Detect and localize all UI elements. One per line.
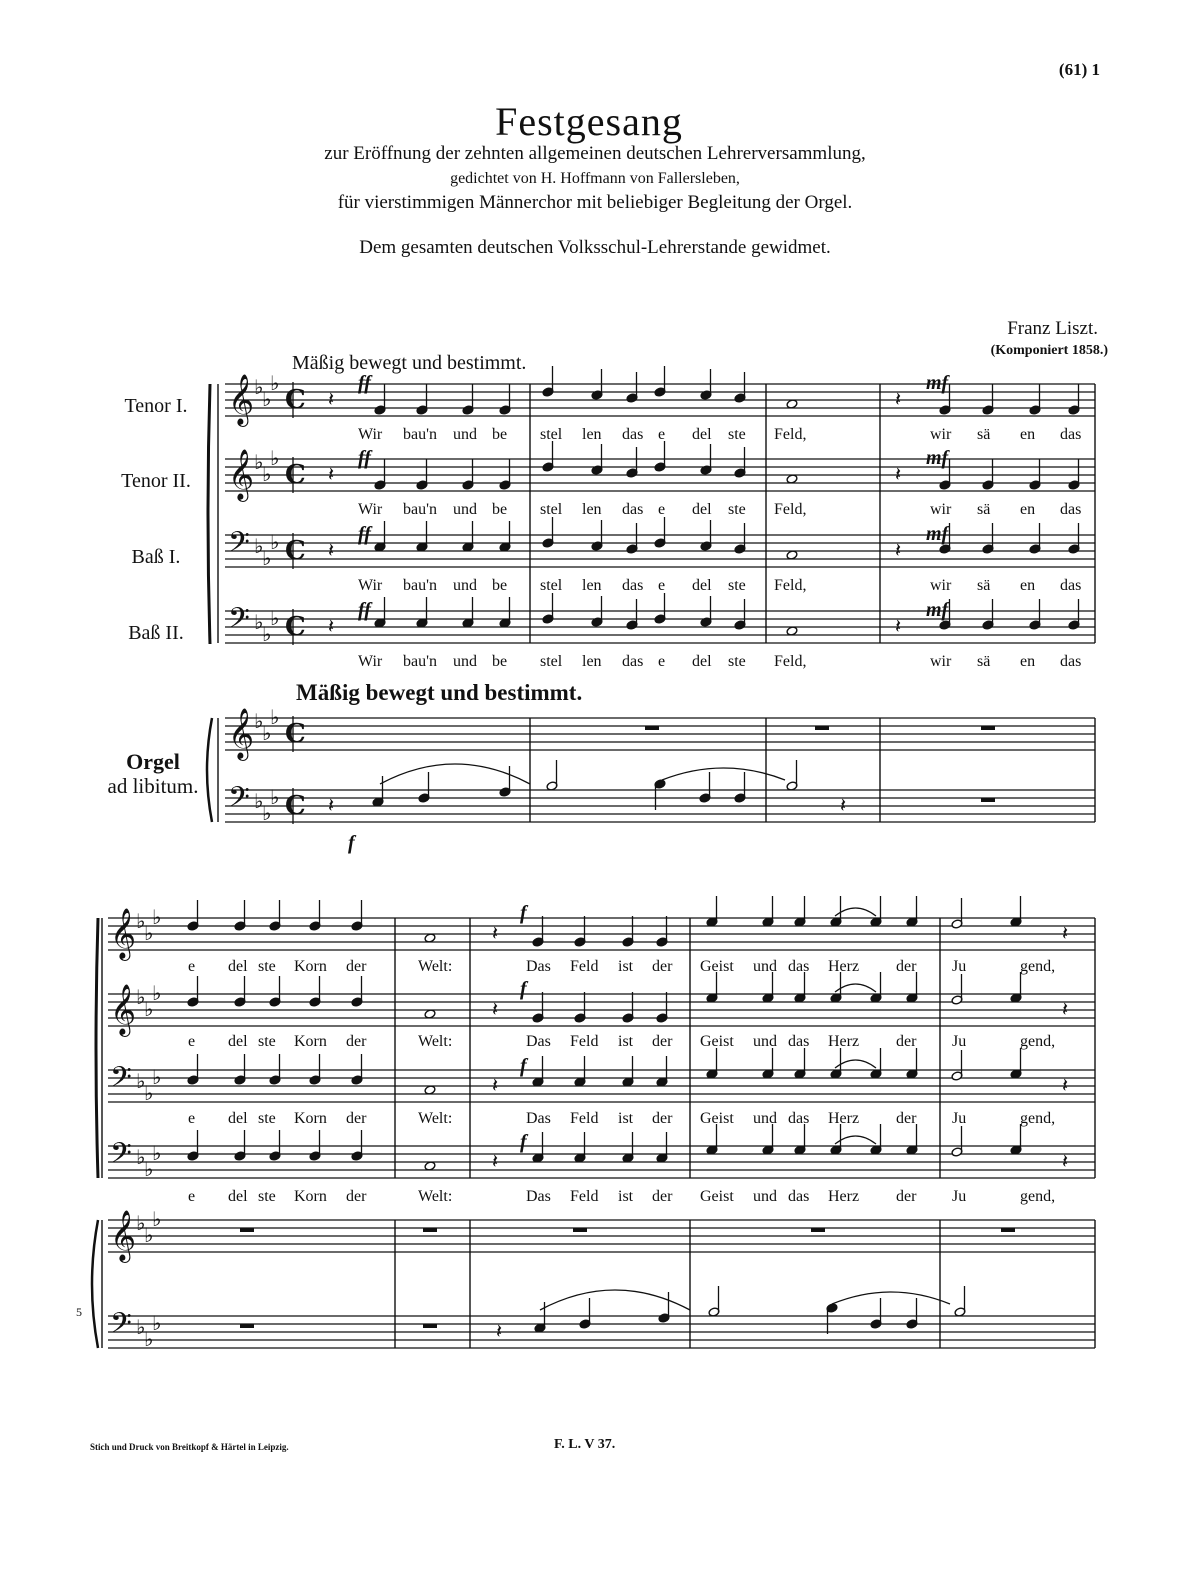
- dynamic-mf: mf: [926, 372, 949, 394]
- flat-icon: ♭: [144, 1223, 154, 1247]
- lyric-syllable: en: [1020, 426, 1036, 443]
- lyric-syllable: der: [896, 1110, 917, 1127]
- lyric-syllable: del: [228, 1033, 248, 1050]
- lyric-syllable: Welt:: [418, 1188, 453, 1205]
- lyric-syllable: Geist: [700, 1033, 734, 1050]
- lyric-syllable: ist: [618, 1110, 634, 1127]
- flat-icon: ♭: [270, 785, 280, 809]
- lyric-syllable: und: [753, 1033, 777, 1050]
- lyric-syllable: stel: [540, 653, 563, 670]
- lyric-syllable: e: [188, 1033, 196, 1050]
- lyric-syllable: Feld: [570, 958, 599, 975]
- rest-icon: 𝄽: [328, 614, 335, 638]
- subtitle-line-3: für vierstimmigen Männerchor mit beliebiger Begleitung der Orgel.: [337, 192, 853, 213]
- lyric-syllable: Korn: [294, 1188, 327, 1205]
- voice-label-bass-2: Baß II.: [128, 622, 184, 644]
- lyric-syllable: Das: [526, 958, 551, 975]
- common-time-icon: C: [285, 612, 306, 642]
- lyric-syllable: be: [492, 577, 508, 594]
- dynamic-ff: ff: [358, 447, 371, 469]
- lyric-syllable: e: [188, 1110, 196, 1127]
- organ-label-name: Orgel: [126, 749, 180, 774]
- lyric-syllable: del: [692, 577, 712, 594]
- lyric-syllable: stel: [540, 577, 563, 594]
- rest-icon: 𝄽: [895, 614, 902, 638]
- lyric-syllable: das: [622, 501, 644, 518]
- flat-icon: ♭: [262, 801, 272, 825]
- lyric-syllable: del: [228, 958, 248, 975]
- treble-clef-icon: 𝄞: [228, 708, 255, 759]
- dynamic-mf: mf: [926, 599, 949, 621]
- lyric-syllable: und: [753, 1188, 777, 1205]
- slur: [380, 764, 530, 784]
- lyric-syllable: Korn: [294, 1110, 327, 1127]
- common-time-icon: C: [285, 536, 306, 566]
- slur: [540, 1290, 690, 1310]
- bass-clef-icon: 𝄢: [228, 526, 250, 566]
- rest-icon: 𝄽: [895, 387, 902, 411]
- lyric-syllable: Korn: [294, 958, 327, 975]
- whole-rest-icon: [240, 1228, 254, 1232]
- lyric-syllable: del: [692, 501, 712, 518]
- voice-label-bass-1: Baß I.: [131, 546, 181, 568]
- rest-icon: 𝄽: [1062, 997, 1069, 1021]
- lyric-syllable: Das: [526, 1033, 551, 1050]
- lyric-syllable: und: [453, 426, 477, 443]
- bass-clef-icon: 𝄢: [110, 1137, 132, 1177]
- tempo-marking-organ: Mäßig bewegt und bestimmt.: [296, 680, 583, 705]
- lyric-syllable: das: [788, 1110, 810, 1127]
- lyric-syllable: Herz: [828, 958, 860, 975]
- treble-clef-icon: 𝄞: [110, 984, 137, 1035]
- rest-icon: 𝄽: [492, 1073, 499, 1097]
- lyric-syllable: sä: [977, 577, 991, 594]
- common-time-icon: C: [285, 791, 306, 821]
- lyric-syllable: Das: [526, 1110, 551, 1127]
- dynamic-f: f: [348, 832, 355, 854]
- treble-clef-icon: 𝄞: [110, 1210, 137, 1261]
- lyric-syllable: ste: [728, 426, 746, 443]
- flat-icon: ♭: [152, 1065, 162, 1089]
- lyric-syllable: be: [492, 426, 508, 443]
- flat-icon: ♭: [144, 997, 154, 1021]
- whole-rest-icon: [981, 726, 995, 730]
- treble-clef-icon: 𝄞: [228, 449, 255, 500]
- flat-icon: ♭: [270, 371, 280, 395]
- lyric-syllable: ist: [618, 958, 634, 975]
- flat-icon: ♭: [262, 462, 272, 486]
- flat-icon: ♭: [270, 606, 280, 630]
- dynamic-mf: mf: [926, 447, 949, 469]
- lyric-syllable: Feld,: [774, 426, 807, 443]
- flat-icon: ♭: [144, 921, 154, 945]
- slur: [835, 1136, 876, 1144]
- flat-icon: ♭: [152, 905, 162, 929]
- publisher-imprint: Stich und Druck von Breitkopf & Härtel in Leipzig.: [90, 1442, 289, 1452]
- bass-clef-icon: 𝄢: [110, 1061, 132, 1101]
- flat-icon: ♭: [136, 985, 146, 1009]
- lyric-syllable: der: [896, 1033, 917, 1050]
- whole-rest-icon: [423, 1324, 437, 1328]
- flat-icon: ♭: [136, 1315, 146, 1339]
- lyric-syllable: ist: [618, 1188, 634, 1205]
- dynamic-ff: ff: [358, 599, 371, 621]
- slur: [835, 984, 876, 992]
- lyric-syllable: en: [1020, 501, 1036, 518]
- lyric-syllable: ste: [258, 1033, 276, 1050]
- flat-icon: ♭: [144, 1327, 154, 1351]
- lyric-syllable: len: [582, 653, 602, 670]
- lyric-syllable: gend,: [1020, 1110, 1056, 1127]
- lyric-syllable: stel: [540, 501, 563, 518]
- lyric-syllable: Ju: [952, 1110, 967, 1127]
- lyric-syllable: das: [788, 958, 810, 975]
- organ-label-ad-libitum: ad libitum.: [107, 774, 199, 798]
- lyric-syllable: ste: [258, 958, 276, 975]
- lyric-syllable: das: [1060, 653, 1082, 670]
- composer: Franz Liszt.: [1007, 318, 1098, 339]
- lyric-syllable: e: [658, 501, 666, 518]
- flat-icon: ♭: [262, 546, 272, 570]
- flat-icon: ♭: [270, 446, 280, 470]
- lyric-syllable: e: [188, 1188, 196, 1205]
- rest-icon: 𝄽: [328, 538, 335, 562]
- whole-rest-icon: [981, 798, 995, 802]
- lyric-syllable: bau'n: [403, 577, 437, 594]
- rest-icon: 𝄽: [895, 538, 902, 562]
- slur: [835, 1060, 876, 1068]
- lyric-syllable: Ju: [952, 958, 967, 975]
- plate-number: F. L. V 37.: [554, 1437, 616, 1452]
- lyric-syllable: e: [658, 653, 666, 670]
- rest-icon: 𝄽: [328, 387, 335, 411]
- lyric-syllable: und: [753, 958, 777, 975]
- lyric-syllable: e: [658, 426, 666, 443]
- lyric-syllable: Feld,: [774, 577, 807, 594]
- piece-title: Festgesang: [495, 99, 683, 144]
- whole-rest-icon: [811, 1228, 825, 1232]
- lyric-syllable: das: [1060, 577, 1082, 594]
- lyric-syllable: Geist: [700, 958, 734, 975]
- lyric-syllable: Wir: [358, 653, 383, 670]
- rest-icon: 𝄽: [492, 921, 499, 945]
- treble-clef-icon: 𝄞: [228, 374, 255, 425]
- lyric-syllable: sä: [977, 501, 991, 518]
- lyric-syllable: del: [692, 653, 712, 670]
- flat-icon: ♭: [270, 705, 280, 729]
- lyric-syllable: das: [1060, 501, 1082, 518]
- choir-bracket: [96, 918, 98, 1178]
- lyric-syllable: Welt:: [418, 1110, 453, 1127]
- rest-icon: 𝄽: [1062, 1073, 1069, 1097]
- lyric-syllable: sä: [977, 653, 991, 670]
- lyric-syllable: Wir: [358, 426, 383, 443]
- lyric-syllable: und: [753, 1110, 777, 1127]
- whole-rest-icon: [573, 1228, 587, 1232]
- lyric-syllable: das: [1060, 426, 1082, 443]
- lyric-syllable: das: [788, 1033, 810, 1050]
- bass-clef-icon: 𝄢: [110, 1307, 132, 1347]
- lyric-syllable: len: [582, 501, 602, 518]
- lyric-syllable: und: [453, 653, 477, 670]
- lyric-syllable: bau'n: [403, 653, 437, 670]
- dynamic-f: f: [520, 978, 527, 1000]
- bass-clef-icon: 𝄢: [228, 602, 250, 642]
- lyric-syllable: Ju: [952, 1033, 967, 1050]
- voice-label-tenor-2: Tenor II.: [121, 470, 191, 492]
- tempo-marking-voices: Mäßig bewegt und bestimmt.: [292, 352, 527, 374]
- flat-icon: ♭: [144, 1157, 154, 1181]
- dynamic-f: f: [520, 1131, 527, 1153]
- rest-icon: 𝄽: [328, 462, 335, 486]
- bass-clef-icon: 𝄢: [228, 781, 250, 821]
- lyric-syllable: stel: [540, 426, 563, 443]
- dynamic-ff: ff: [358, 523, 371, 545]
- flat-icon: ♭: [144, 1081, 154, 1105]
- lyric-syllable: Herz: [828, 1033, 860, 1050]
- lyric-syllable: len: [582, 426, 602, 443]
- lyric-syllable: ste: [728, 501, 746, 518]
- flat-icon: ♭: [254, 450, 264, 474]
- lyric-syllable: Geist: [700, 1188, 734, 1205]
- rest-icon: 𝄽: [895, 462, 902, 486]
- flat-icon: ♭: [136, 1211, 146, 1235]
- lyric-syllable: ste: [258, 1110, 276, 1127]
- lyric-syllable: Ju: [952, 1188, 967, 1205]
- flat-icon: ♭: [254, 534, 264, 558]
- page-number: (61) 1: [1058, 60, 1100, 79]
- lyric-syllable: be: [492, 653, 508, 670]
- lyric-syllable: und: [453, 577, 477, 594]
- flat-icon: ♭: [152, 1207, 162, 1231]
- lyric-syllable: Herz: [828, 1188, 860, 1205]
- lyric-syllable: Feld: [570, 1033, 599, 1050]
- flat-icon: ♭: [152, 981, 162, 1005]
- lyric-syllable: der: [652, 1110, 673, 1127]
- dynamic-f: f: [520, 1055, 527, 1077]
- lyric-syllable: das: [788, 1188, 810, 1205]
- lyric-syllable: Feld,: [774, 501, 807, 518]
- lyric-syllable: der: [346, 1188, 367, 1205]
- lyric-syllable: e: [188, 958, 196, 975]
- slur: [835, 908, 876, 916]
- flat-icon: ♭: [136, 1145, 146, 1169]
- flat-icon: ♭: [254, 610, 264, 634]
- lyric-syllable: del: [228, 1188, 248, 1205]
- flat-icon: ♭: [254, 709, 264, 733]
- lyric-syllable: der: [652, 958, 673, 975]
- lyric-syllable: Geist: [700, 1110, 734, 1127]
- lyric-syllable: der: [346, 958, 367, 975]
- lyric-syllable: der: [346, 1033, 367, 1050]
- flat-icon: ♭: [152, 1141, 162, 1165]
- rest-icon: 𝄽: [496, 1319, 503, 1343]
- lyric-syllable: wir: [930, 653, 952, 670]
- lyric-syllable: das: [622, 577, 644, 594]
- lyric-syllable: wir: [930, 501, 952, 518]
- lyric-syllable: gend,: [1020, 1033, 1056, 1050]
- lyric-syllable: Welt:: [418, 958, 453, 975]
- lyric-syllable: gend,: [1020, 1188, 1056, 1205]
- lyric-syllable: bau'n: [403, 426, 437, 443]
- lyric-syllable: der: [652, 1188, 673, 1205]
- lyric-syllable: del: [228, 1110, 248, 1127]
- whole-rest-icon: [423, 1228, 437, 1232]
- dedication: Dem gesamten deutschen Volksschul-Lehrerstande gewidmet.: [359, 237, 831, 258]
- dynamic-ff: ff: [358, 372, 371, 394]
- rest-icon: 𝄽: [328, 793, 335, 817]
- composed-note: (Komponiert 1858.): [990, 343, 1108, 358]
- lyric-syllable: Das: [526, 1188, 551, 1205]
- rest-icon: 𝄽: [492, 997, 499, 1021]
- lyric-syllable: gend,: [1020, 958, 1056, 975]
- dynamic-mf: mf: [926, 523, 949, 545]
- choir-bracket: [208, 384, 210, 644]
- lyric-syllable: sä: [977, 426, 991, 443]
- lyric-syllable: en: [1020, 577, 1036, 594]
- lyric-syllable: e: [658, 577, 666, 594]
- lyric-syllable: der: [346, 1110, 367, 1127]
- whole-rest-icon: [1001, 1228, 1015, 1232]
- lyric-syllable: Korn: [294, 1033, 327, 1050]
- organ-brace-curve: [207, 718, 212, 822]
- flat-icon: ♭: [262, 387, 272, 411]
- lyric-syllable: der: [896, 1188, 917, 1205]
- lyric-syllable: wir: [930, 426, 952, 443]
- lyric-syllable: ste: [258, 1188, 276, 1205]
- lyric-syllable: das: [622, 426, 644, 443]
- common-time-icon: C: [285, 460, 306, 490]
- lyric-syllable: Herz: [828, 1110, 860, 1127]
- lyric-syllable: en: [1020, 653, 1036, 670]
- system-number: 5: [76, 1305, 82, 1319]
- flat-icon: ♭: [254, 375, 264, 399]
- subtitle-line-2: gedichtet von H. Hoffmann von Fallersleben,: [450, 170, 740, 187]
- organ-brace-curve: [92, 1220, 98, 1348]
- whole-rest-icon: [815, 726, 829, 730]
- lyric-syllable: ste: [728, 577, 746, 594]
- whole-rest-icon: [645, 726, 659, 730]
- lyric-syllable: Wir: [358, 501, 383, 518]
- flat-icon: ♭: [152, 1311, 162, 1335]
- lyric-syllable: ste: [728, 653, 746, 670]
- lyric-syllable: das: [622, 653, 644, 670]
- flat-icon: ♭: [270, 530, 280, 554]
- slur: [832, 1292, 950, 1304]
- lyric-syllable: Feld,: [774, 653, 807, 670]
- rest-icon: 𝄽: [492, 1149, 499, 1173]
- subtitle-line-1: zur Eröffnung der zehnten allgemeinen deutschen Lehrerversammlung,: [324, 143, 866, 164]
- lyric-syllable: len: [582, 577, 602, 594]
- voice-label-tenor-1: Tenor I.: [124, 395, 188, 417]
- lyric-syllable: bau'n: [403, 501, 437, 518]
- lyric-syllable: wir: [930, 577, 952, 594]
- lyric-syllable: ist: [618, 1033, 634, 1050]
- rest-icon: 𝄽: [1062, 921, 1069, 945]
- rest-icon: 𝄽: [1062, 1149, 1069, 1173]
- lyric-syllable: del: [692, 426, 712, 443]
- lyric-syllable: Wir: [358, 577, 383, 594]
- common-time-icon: C: [285, 719, 306, 749]
- rest-icon: 𝄽: [840, 793, 847, 817]
- lyric-syllable: der: [652, 1033, 673, 1050]
- dynamic-f: f: [520, 902, 527, 924]
- lyric-syllable: und: [453, 501, 477, 518]
- flat-icon: ♭: [136, 909, 146, 933]
- flat-icon: ♭: [262, 721, 272, 745]
- lyric-syllable: der: [896, 958, 917, 975]
- flat-icon: ♭: [262, 622, 272, 646]
- lyric-syllable: be: [492, 501, 508, 518]
- flat-icon: ♭: [136, 1069, 146, 1093]
- lyric-syllable: Feld: [570, 1110, 599, 1127]
- lyric-syllable: Feld: [570, 1188, 599, 1205]
- whole-rest-icon: [240, 1324, 254, 1328]
- treble-clef-icon: 𝄞: [110, 908, 137, 959]
- flat-icon: ♭: [254, 789, 264, 813]
- lyric-syllable: Welt:: [418, 1033, 453, 1050]
- common-time-icon: C: [285, 385, 306, 415]
